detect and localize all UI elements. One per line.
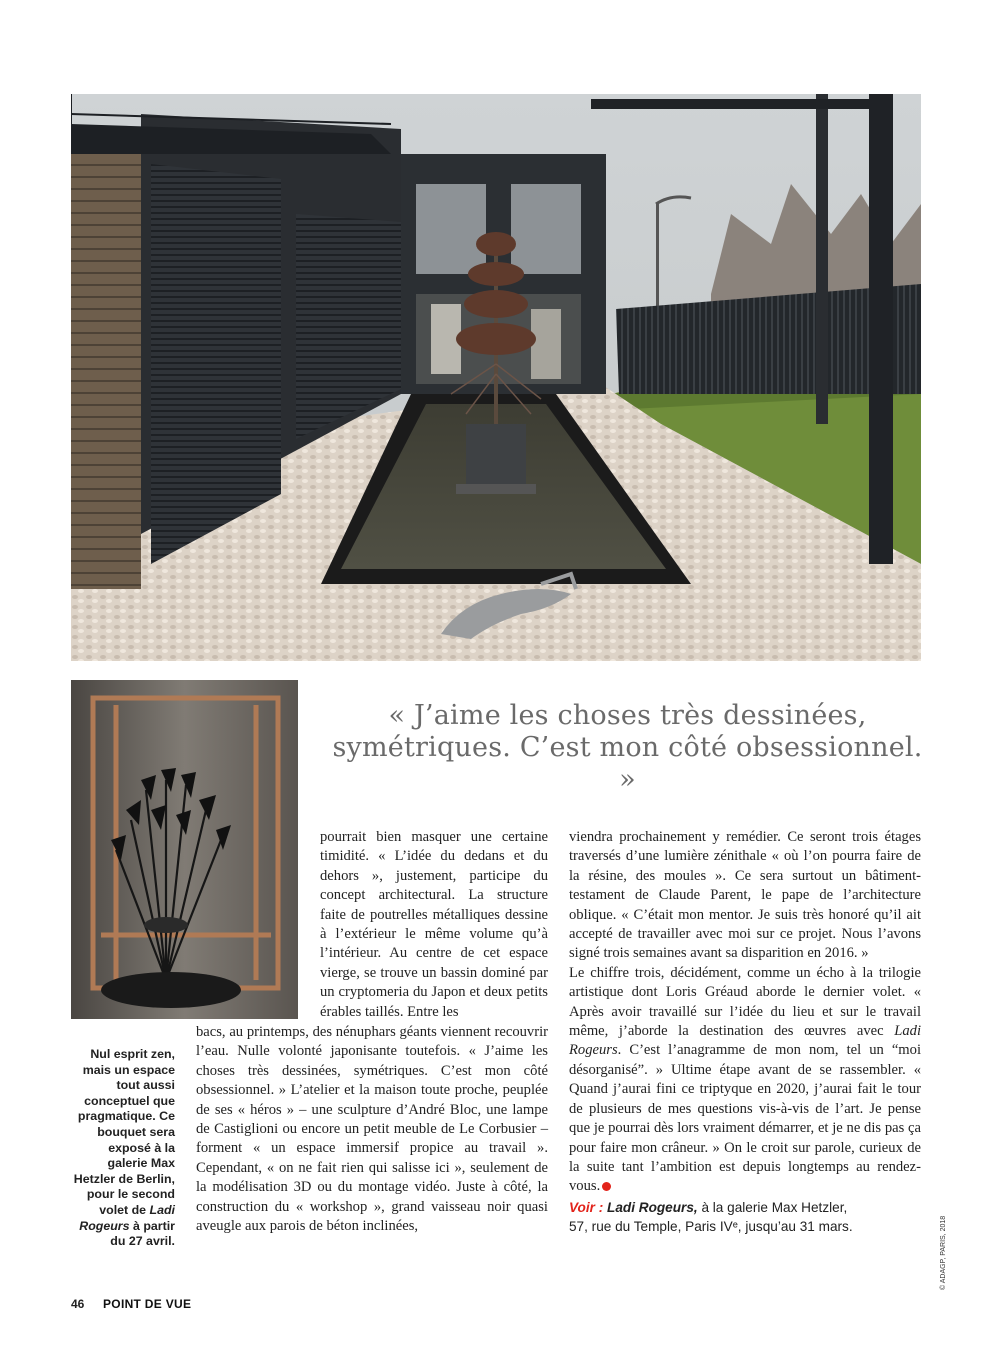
photo-caption <box>71 1047 175 1250</box>
exhibition-venue: à la galerie Max Hetzler, <box>697 1199 848 1215</box>
end-dot-icon <box>602 1182 611 1191</box>
body-title: Ladi Rogeurs <box>569 1023 921 1059</box>
sculpture-photo-illustration <box>71 680 298 1019</box>
page-number: 46 <box>71 1297 85 1311</box>
exhibition-info <box>569 1198 921 1236</box>
caption-text: Nul esprit zen, mais un espace tout aussi conceptuel que pragmatique. Ce bouquet sera exposé à la galerie Max Hetzler de Berlin, pour le second volet de <box>73 1047 175 1217</box>
body-paragraph <box>569 964 921 1197</box>
exhibition-address: 57, rue du Temple, Paris IVᵉ, jusqu’au 31 mars. <box>569 1218 853 1234</box>
exhibition-title: Ladi Rogeurs, <box>607 1199 698 1215</box>
copyright-notice: © ADAGP, PARIS, 2018 <box>940 1215 947 1290</box>
voir-label: Voir : <box>569 1199 604 1215</box>
caption-text-end: à partir du 27 avril. <box>110 1218 175 1249</box>
body-paragraph: viendra prochainement y remédier. Ce seront trois étages traversés d’une lumière zénithale « où l’on pourra faire de la résine, des moules ». Ce sera surtout un bâtiment-testament de Claude Parent, le pape de l’architecture oblique. « C’était mon mentor. Je suis très honoré qu’il ait accepté de travailler avec moi sur ce projet. Nous l’avons signé trois semaines avant sa disparition en 2016. » <box>569 829 921 962</box>
body-text: Le chiffre trois, décidément, comme un écho à la trilogie artistique dont Loris Gréaud aborde le dernier volet. « Après avoir travaillé sur l’idée du lieu et sur le travail même, j’aborde la destination des œuvres avec <box>569 964 921 1040</box>
body-paragraph: bacs, au printemps, des nénuphars géants viennent recouvrir l’eau. Nulle volonté japonisante toutefois. « J’aime les choses très dessinées, symétriques. C’est mon côté obsessionnel. » L’atelier et la maison toute proche, peuplée de ses « héros » – une sculpture d’André Bloc, une lampe de Castiglioni ou encore un petit meuble de Le Corbusier – forment « un espace immersif propice au travail ». Cependant, « on ne fait rien qui salisse ici », seulement de la modélisation 3D ou du montage vidéo. Juste à côté, la construction du « workshop », grand vaisseau noir quasi aveugle aux parois de béton inclinées, <box>196 1024 548 1235</box>
body-paragraph: pourrait bien masquer une certaine timidité. « L’idée du dedans et du dehors », justement, participe du concept architectural. La structure faite de poutrelles métalliques dessine à l’extérieur le même volume qu’à l’intérieur. Au centre de cet espace vierge, se trouve un bassin dominé par un cryptomeria du Japon et deux petits érables taillés. Entre les <box>320 829 548 1020</box>
body-text: . C’est l’anagramme de mon nom, tel un “moi désorganisé”. » Ultime étape avant de se rassembler. « Quand j’aurai fini ce triptyque en 2020, j’aurai fait le tour de plusieurs de mes questions vis-à-vis de l’art. Je pense que je pourrai dès lors vraiment démarrer, et je ne dis pas ça pour faire mon crâneur. » On le croit sur parole, curieux de la suite tant l’ambition est depuis longtemps au rendez-vous. <box>569 1042 921 1195</box>
hero-photo-illustration <box>71 94 921 661</box>
caption-title: Ladi Rogeurs <box>79 1202 175 1233</box>
body-column-1-top <box>320 828 548 1022</box>
body-column-1-bottom <box>196 1023 548 1236</box>
pull-quote: « J’aime les choses très dessinées, symétriques. C’est mon côté obsessionnel. » <box>332 700 923 795</box>
magazine-name: POINT DE VUE <box>103 1297 192 1311</box>
body-column-2 <box>569 828 921 1236</box>
sculpture-photo <box>71 680 298 1019</box>
hero-photo <box>71 94 921 661</box>
